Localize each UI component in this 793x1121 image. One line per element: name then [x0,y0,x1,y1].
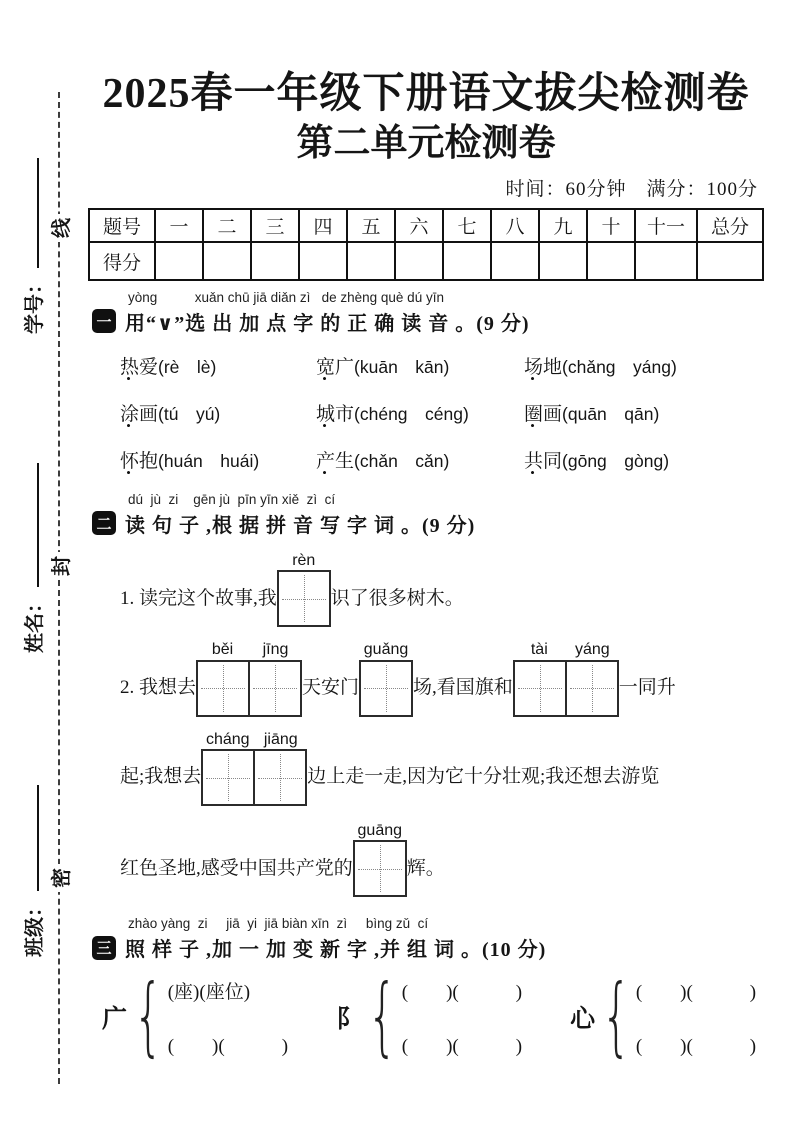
answer-row: ( )( ) [401,981,523,1003]
box-pinyin: jiāng [263,730,298,748]
section2-pinyin: dú jù zi gēn jù pīn yīn xiě zì cí [128,491,336,507]
score-header-cell: 八 [491,209,539,242]
word-rest: 市 [335,403,355,425]
exam-content [88,68,764,1067]
sentence-text: 2. 我想去 [120,676,197,698]
sentence-text: 边上走一走,因为它十分壮观;我还想去游览 [307,766,660,788]
sentence-text: 辉。 [406,857,445,879]
writing-box-group [277,552,331,627]
writing-cell [359,660,413,717]
writing-cell [565,660,619,717]
student-id-blank [25,158,39,268]
word-item [316,352,524,379]
sentence-2-line1 [120,641,764,716]
box-pinyin: yáng [574,641,610,659]
student-id-label: 学号： [23,274,46,334]
dotted-char: 热 [120,356,140,378]
sentence-text: 1. 读完这个故事,我 [120,587,277,609]
dotted-char: 共 [524,450,544,472]
word-rest: 抱 [139,450,159,472]
sentence-text: 起;我想去 [120,766,202,788]
word-item [524,446,764,473]
score-blank-cell [491,242,539,280]
dotted-char: 宽 [316,356,336,378]
pinyin-options: (kuān kān) [354,356,450,377]
sentence-text: 天安门 [302,676,360,698]
score-header-cell: 五 [347,209,395,242]
word-rest: 生 [335,450,355,472]
word-item [524,399,764,426]
word-rest: 画 [139,403,159,425]
sentence-text: 场,看国旗和 [413,676,513,698]
sentence-text: 一同升 [618,676,676,698]
writing-box-group [359,641,413,716]
writing-cell [248,660,302,717]
writing-cell [277,570,331,627]
answer-rows [168,977,288,1058]
box-pinyin: jīng [262,641,289,659]
sentence-2-line3 [120,822,764,897]
radical-group [336,966,523,1067]
section1-number-icon: 一 [92,309,116,333]
word-item [120,352,316,379]
writing-cell [253,749,307,806]
section3-heading [92,933,764,962]
pinyin-options: (chǎng yáng) [562,356,677,377]
writing-cell [196,660,250,717]
sentence-1 [120,552,764,627]
box-pinyin: tài [530,641,548,659]
word-item [120,446,316,473]
score-blank-cell [539,242,587,280]
score-table-header-row [89,209,763,242]
exam-subtitle: 第二单元检测卷 [296,122,556,164]
score-blank-cell [635,242,697,280]
section1-word-list [120,352,764,473]
pinyin-options: (tú yú) [158,403,221,424]
box-pinyin: cháng [205,730,250,748]
dotted-char: 城 [316,403,336,425]
score-header-cell: 九 [539,209,587,242]
writing-box-group [353,822,407,897]
dotted-char: 怀 [120,450,140,472]
box-pinyin: guǎng [363,641,409,659]
score-blank-cell [155,242,203,280]
word-item [316,399,524,426]
radical-char: 阝 [336,1006,362,1034]
answer-row: ( )( ) [635,1035,757,1057]
answer-row: ( )( ) [635,981,757,1003]
score-header-cell: 三 [251,209,299,242]
section2-heading-text: 读 句 子 ,根 据 拼 音 写 字 词 。(9 分) [125,514,476,537]
radical-group [102,966,289,1067]
score-blank-cell [443,242,491,280]
score-blank-cell [299,242,347,280]
writing-box-group [513,641,619,716]
class-blank [25,785,39,891]
score-table [88,208,764,281]
name-label: 姓名： [23,593,46,653]
section1-heading-text: 用“∨”选 出 加 点 字 的 正 确 读 音 。(9 分) [125,312,530,335]
word-rest: 爱 [139,356,159,378]
writing-cell [201,749,255,806]
radical-char: 心 [570,1006,596,1034]
class-field [19,765,45,957]
score-header-cell: 总分 [697,209,763,242]
name-field [19,457,45,653]
brace-glyph: { [133,966,164,1067]
word-rest: 同 [543,450,563,472]
writing-cell [513,660,567,717]
section3-heading-text: 照 样 子 ,加 一 加 变 新 字 ,并 组 词 。(10 分) [125,939,547,962]
radical-group [570,966,757,1067]
pinyin-options: (chéng céng) [354,403,469,424]
dotted-char: 圈 [524,403,544,425]
score-header-cell: 十 [587,209,635,242]
section1-heading [92,307,764,336]
word-item [524,352,764,379]
dotted-char: 场 [524,356,544,378]
brace-glyph: { [367,966,398,1067]
score-blank-cell [395,242,443,280]
answer-rows [402,977,522,1058]
radical-char: 广 [102,1006,128,1034]
section3-pinyin: zhào yàng zi jiā yi jiā biàn xīn zì bìng zǔ cí [128,916,429,932]
student-id-field [19,156,45,334]
score-table-score-row [89,242,763,280]
box-pinyin: běi [211,641,234,659]
pinyin-options: (huán huái) [158,450,260,471]
section2-heading [92,509,764,538]
score-blank-cell [251,242,299,280]
score-blank-cell [587,242,635,280]
sentence-text: 识了很多树木。 [330,587,464,609]
score-header-cell: 十一 [635,209,697,242]
box-pinyin: guāng [357,822,403,839]
score-header-cell: 四 [299,209,347,242]
pinyin-options: (quān qān) [562,403,660,424]
word-rest: 广 [335,356,355,378]
dotted-char: 涂 [120,403,140,425]
answer-row: ( )( ) [167,1035,289,1057]
word-rest: 画 [543,403,563,425]
word-item [316,446,524,473]
answer-rows [636,977,756,1058]
sentence-2-line2 [120,731,764,806]
pinyin-options: (gōng gòng) [562,450,670,471]
score-header-cell: 六 [395,209,443,242]
class-label: 班级： [23,897,46,957]
exam-time-score-info: 时间：60分钟 满分：100分 [505,179,758,201]
exam-title: 2025春一年级下册语文拔尖检测卷 [102,71,750,117]
brace-glyph: { [601,966,632,1067]
seal-char-xian: 线 [45,214,73,242]
section2-number-icon: 二 [92,511,116,535]
writing-cell [353,840,407,897]
pinyin-options: (chǎn cǎn) [354,450,450,471]
score-header-cell: 题号 [89,209,155,242]
section3-number-icon: 三 [92,936,116,960]
word-item [120,399,316,426]
seal-char-feng: 封 [45,552,73,580]
dotted-char: 产 [316,450,336,472]
writing-box-group [196,641,302,716]
pinyin-options: (rè lè) [158,356,217,377]
box-pinyin: rèn [292,551,316,569]
answer-row: (座)(座位) [167,981,251,1003]
word-rest: 地 [543,356,563,378]
section1-pinyin: yòng xuǎn chū jiā diǎn zì de zhèng què dú yīn [128,290,444,306]
name-blank [25,463,39,587]
score-blank-cell [697,242,763,280]
section3-groups [102,966,764,1067]
score-blank-cell [203,242,251,280]
answer-row: ( )( ) [401,1035,523,1057]
score-blank-cell [347,242,395,280]
writing-box-group [201,731,307,806]
score-row-label: 得分 [89,242,155,280]
seal-char-mi: 密 [45,864,73,892]
sentence-text: 红色圣地,感受中国共产党的 [120,857,353,879]
score-header-cell: 七 [443,209,491,242]
score-header-cell: 二 [203,209,251,242]
score-header-cell: 一 [155,209,203,242]
